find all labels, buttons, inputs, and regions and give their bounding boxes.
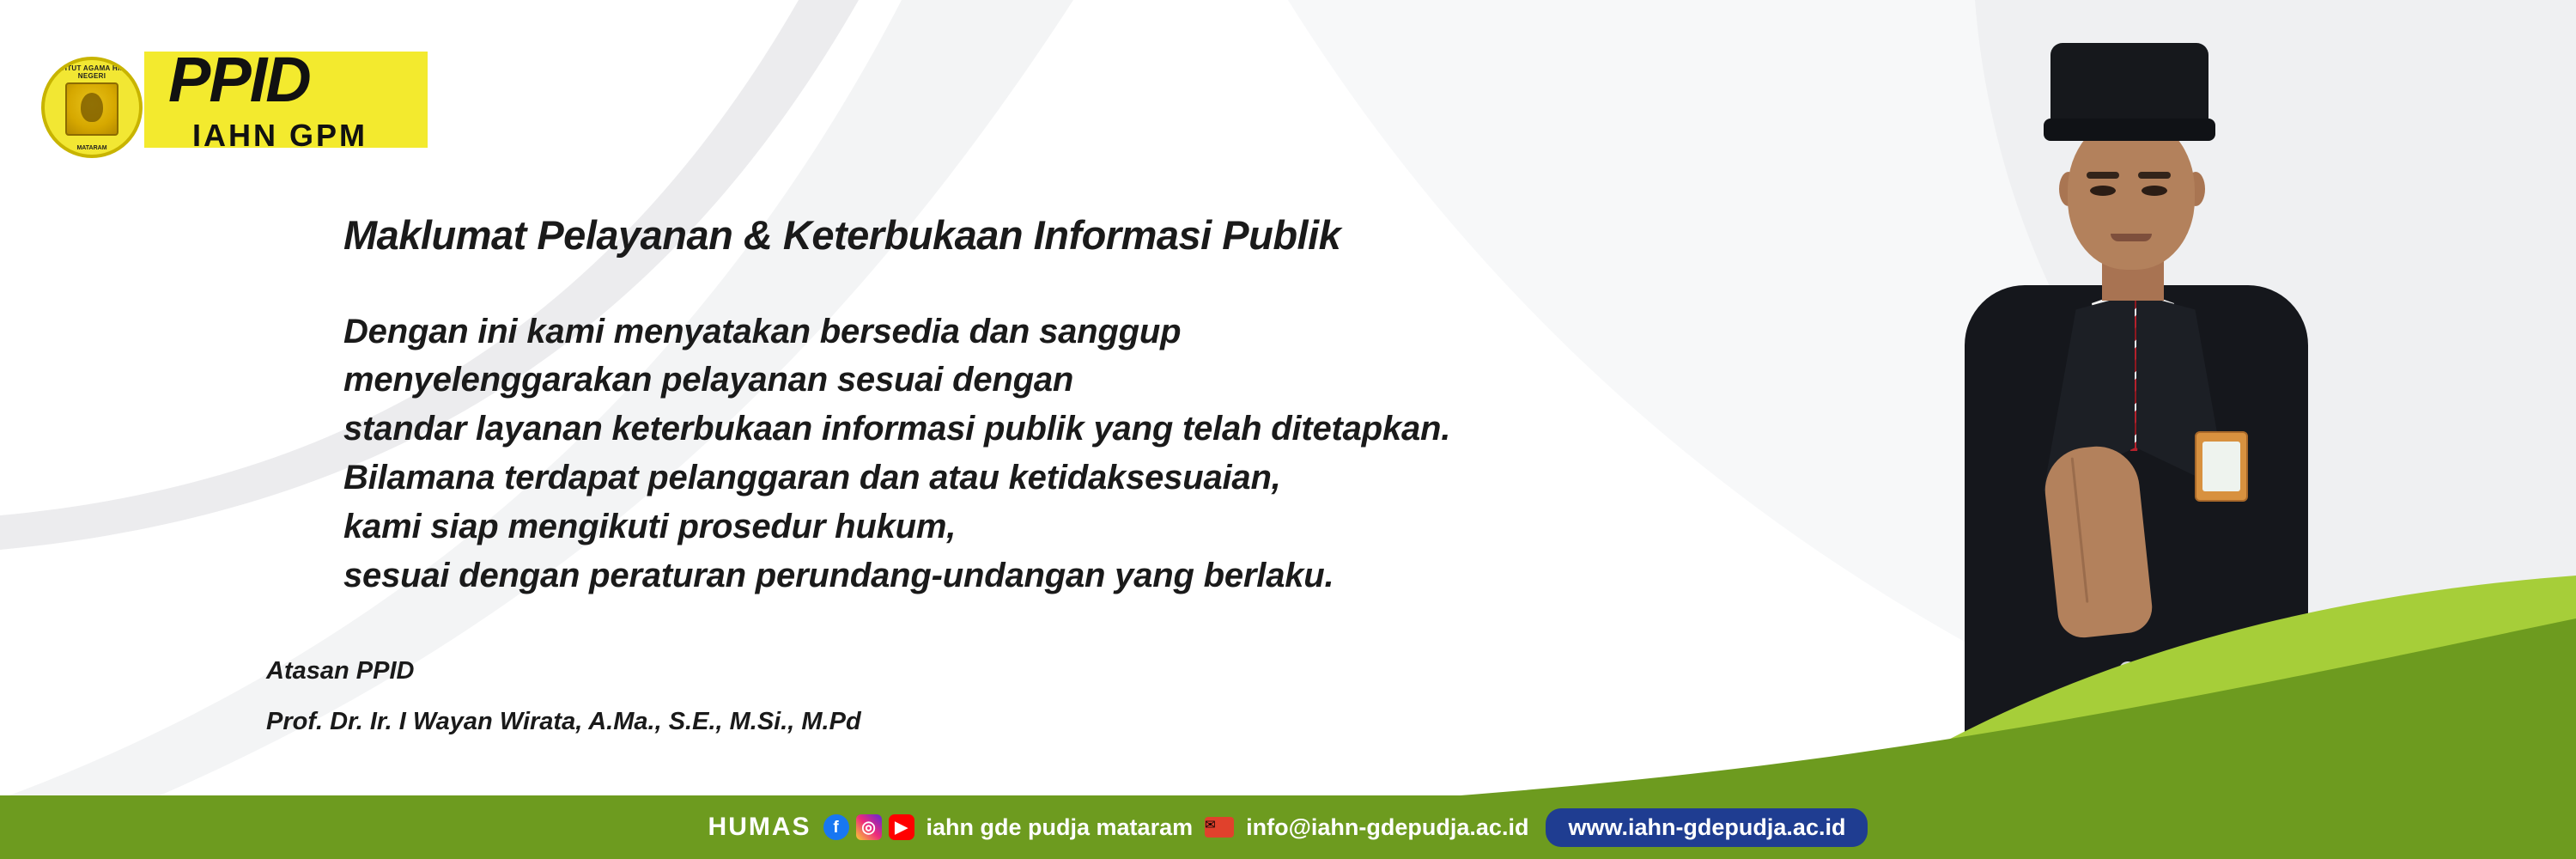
humas-label: HUMAS (708, 813, 811, 841)
maklumat-content (343, 213, 1889, 600)
body-line: Bilamana terdapat pelanggaran dan atau ketidaksesuaian, (343, 459, 1281, 497)
body-line: Dengan ini kami menyatakan bersedia dan sanggup (343, 312, 1182, 350)
instagram-icon[interactable]: ◎ (856, 814, 882, 840)
portrait-brow-left (2087, 172, 2119, 179)
logo-subtitle: IAHN GPM (192, 118, 368, 153)
seal-emblem-icon (65, 82, 118, 136)
iahn-seal-icon (41, 57, 143, 158)
seal-ring-bottom-text: MATARAM (76, 145, 107, 151)
signature-role: Atasan PPID (266, 657, 415, 685)
email-icon: ✉ (1205, 817, 1234, 838)
website-link[interactable]: www.iahn-gdepudja.ac.id (1546, 808, 1868, 847)
body-line: kami siap mengikuti prosedur hukum, (343, 507, 957, 545)
body-line: standar layanan keterbukaan informasi publik yang telah ditetapkan. (343, 410, 1451, 448)
footer-bar (0, 795, 2576, 859)
email-address[interactable]: info@iahn-gdepudja.ac.id (1246, 813, 1529, 840)
seal-ring-top-text: INSTITUT AGAMA HINDU NEGERI (48, 64, 136, 80)
youtube-icon[interactable]: ▶ (889, 814, 914, 840)
facebook-icon[interactable]: f (823, 814, 849, 840)
body-line: menyelenggarakan pelayanan sesuai dengan (343, 361, 1074, 399)
portrait-id-badge (2195, 431, 2248, 502)
portrait-brow-right (2138, 172, 2171, 179)
portrait-mouth (2111, 234, 2152, 241)
portrait-eye-right (2142, 186, 2167, 196)
portrait-peci-hat (2050, 43, 2208, 132)
ppid-logo (41, 41, 445, 179)
social-links (823, 814, 914, 840)
maklumat-body (343, 308, 1889, 600)
social-handle: iahn gde pudja mataram (926, 813, 1194, 840)
logo-title: PPID (168, 44, 310, 115)
page-title: Maklumat Pelayanan & Keterbukaan Informasi Publik (343, 212, 1341, 258)
portrait-eye-left (2090, 186, 2116, 196)
body-line: sesuai dengan peraturan perundang-undangan yang berlaku. (343, 556, 1334, 594)
signature-name: Prof. Dr. Ir. I Wayan Wirata, A.Ma., S.E., M.Si., M.Pd (266, 708, 861, 735)
